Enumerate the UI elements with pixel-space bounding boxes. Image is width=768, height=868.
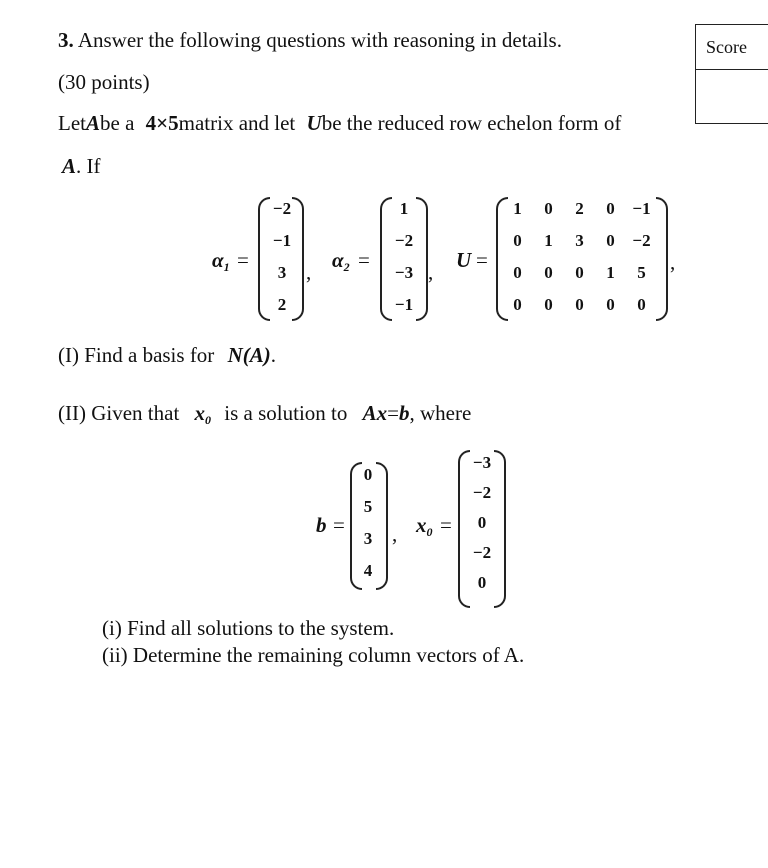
alpha1-vector xyxy=(268,200,296,328)
subpart-ii: (ii) Determine the remaining column vectors of A. xyxy=(102,643,525,667)
U-entry: 0 xyxy=(544,199,553,218)
intro-matrix-and-let: matrix and let xyxy=(178,111,296,135)
alpha1-entry: 2 xyxy=(277,295,287,314)
part2-mid: is a solution to xyxy=(224,401,348,425)
alpha1-entry: 3 xyxy=(277,263,287,282)
alpha2-entry: 1 xyxy=(399,199,409,218)
question-number: 3. xyxy=(58,28,74,52)
score-label: Score xyxy=(706,37,747,57)
U-entry: 0 xyxy=(606,199,615,218)
U-entry: 0 xyxy=(513,295,522,314)
alpha2-entry: −2 xyxy=(394,231,414,250)
part1 xyxy=(58,345,276,366)
alpha1-equals: = xyxy=(237,248,249,272)
U-entry: 0 xyxy=(606,231,615,250)
U-entry: 0 xyxy=(637,295,646,314)
b-equals: = xyxy=(333,513,345,537)
U-entry: 0 xyxy=(606,295,615,314)
part2-eq-A: A xyxy=(362,401,377,425)
b-comma: , xyxy=(392,522,398,546)
b-entry: 5 xyxy=(363,497,373,516)
intro-let: Let xyxy=(58,111,86,135)
U-entry: 0 xyxy=(544,263,553,282)
U-entry: 1 xyxy=(544,231,553,250)
U-entry: 1 xyxy=(513,199,522,218)
x0-vector xyxy=(466,454,498,604)
U-entry: 0 xyxy=(575,295,584,314)
U-entry: 0 xyxy=(544,295,553,314)
U-entry: 2 xyxy=(575,199,584,218)
x0-entry: 0 xyxy=(477,513,487,532)
U-equals: = xyxy=(476,248,488,272)
question-heading xyxy=(58,30,562,51)
alpha1-entry: −2 xyxy=(272,199,292,218)
U-matrix xyxy=(502,200,658,328)
alpha1-entry: −1 xyxy=(272,231,292,250)
x0-entry: 0 xyxy=(477,573,487,592)
score-divider xyxy=(696,69,768,70)
part2-end: , where xyxy=(409,401,472,425)
U-entry: −1 xyxy=(632,199,651,218)
b-entry: 3 xyxy=(363,529,373,548)
intro-be-a: be a xyxy=(100,111,135,135)
part1-label: (I) Find a basis for xyxy=(58,343,215,367)
x0-entry: −2 xyxy=(472,543,492,562)
b-vector xyxy=(356,466,380,594)
U-entry: 1 xyxy=(606,263,615,282)
part2-label: (II) Given that xyxy=(58,401,180,425)
intro-U: U xyxy=(306,111,322,135)
intro-dims: 4×5 xyxy=(145,111,179,135)
U-entry: 5 xyxy=(637,263,646,282)
part2 xyxy=(58,403,471,426)
U-label: U xyxy=(456,248,472,272)
intro-if: . If xyxy=(76,154,101,178)
alpha2-entry: −1 xyxy=(394,295,414,314)
x0-entry: −2 xyxy=(472,483,492,502)
part2-eq-b: b xyxy=(399,401,410,425)
U-entry: 3 xyxy=(575,231,584,250)
U-entry: −2 xyxy=(632,231,651,250)
part2-eq-eq: = xyxy=(387,401,399,425)
alpha1-comma: , xyxy=(306,260,312,284)
intro-A2: A xyxy=(62,154,77,178)
question-intro-cont xyxy=(62,156,101,177)
score-box xyxy=(695,24,768,124)
U-comma: , xyxy=(670,250,676,274)
alpha2-entry: −3 xyxy=(394,263,414,282)
alpha2-comma: , xyxy=(428,260,434,284)
part2-x0: $x_0$ xyxy=(194,401,212,427)
subpart-i: (i) Find all solutions to the system. xyxy=(102,616,395,640)
U-entry: 0 xyxy=(575,263,584,282)
question-points: (30 points) xyxy=(58,70,150,94)
b-entry: 4 xyxy=(363,561,373,580)
x0-equals: = xyxy=(440,513,452,537)
U-entry: 0 xyxy=(513,231,522,250)
alpha2-vector xyxy=(388,200,420,328)
b-label: b xyxy=(316,513,327,537)
U-entry: 0 xyxy=(513,263,522,282)
intro-rest: be the reduced row echelon form of xyxy=(321,111,622,135)
part1-end: . xyxy=(270,343,276,367)
intro-A: A xyxy=(85,111,100,135)
part2-eq-x: x xyxy=(376,401,388,425)
alpha2-label: $\alpha_2$ xyxy=(332,248,350,274)
alpha2-equals: = xyxy=(358,248,370,272)
question-intro xyxy=(58,113,621,134)
alpha1-label: $\alpha_1$ xyxy=(212,248,230,274)
x0-label: $x_0$ xyxy=(416,513,433,539)
question-heading-text: Answer the following questions with reasoning in details. xyxy=(77,28,562,52)
b-entry: 0 xyxy=(363,465,373,484)
x0-entry: −3 xyxy=(472,453,492,472)
part1-math: N(A) xyxy=(227,343,271,367)
